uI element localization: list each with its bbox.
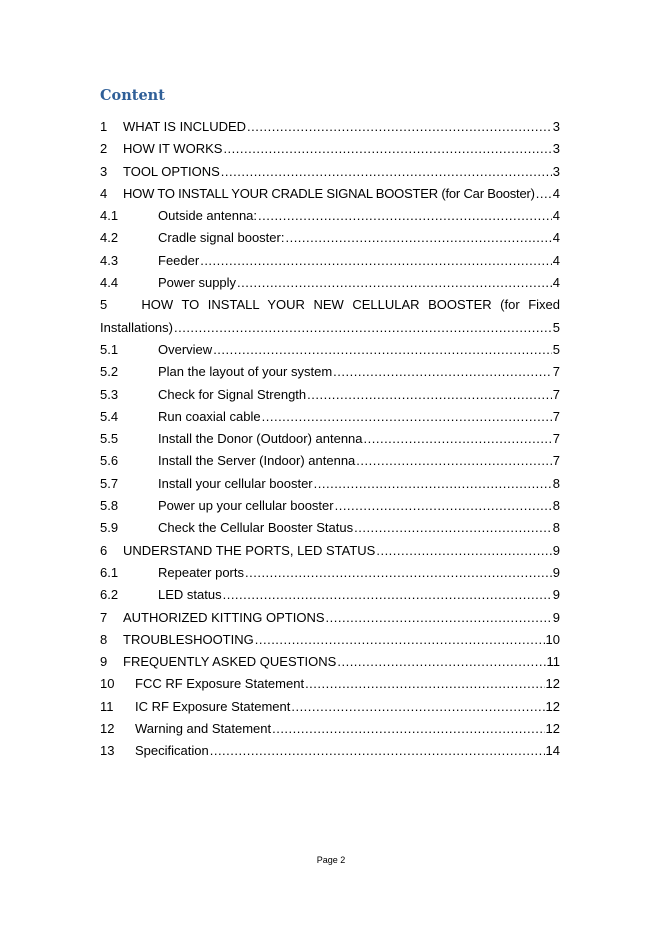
toc-entry-number: 5.1 [100, 341, 119, 357]
toc-entry[interactable] [100, 517, 560, 539]
page-footer [0, 855, 662, 865]
toc-leader-dots [262, 406, 552, 428]
toc-leader-dots [305, 673, 544, 695]
toc-entry-title: HOW TO INSTALL YOUR CRADLE SIGNAL BOOSTER (for Car Booster) [123, 185, 535, 201]
toc-entry-number: 9 [100, 654, 108, 670]
toc-entry-number: 7 [100, 609, 108, 625]
toc-entry-title: Cradle signal booster: [158, 230, 285, 246]
toc-leader-dots [335, 495, 552, 517]
toc-entry-title: Power supply [158, 275, 237, 291]
toc-entry-page: 4 [552, 208, 560, 224]
toc-entry-title: LED status [158, 587, 222, 603]
toc-entry-page: 10 [545, 631, 560, 647]
toc-entry-page: 3 [552, 163, 560, 179]
toc-entry-page: 4 [552, 252, 560, 268]
toc-entry-page: 9 [552, 587, 560, 603]
toc-entry-number: 5.9 [100, 520, 119, 536]
toc-entry[interactable] [100, 651, 560, 673]
toc-entry[interactable] [100, 718, 560, 740]
toc-entry-number: 4.2 [100, 230, 119, 246]
toc-entry-title-line2: Installations) [100, 319, 173, 335]
toc-entry-page: 8 [552, 475, 560, 491]
toc-entry-number: 5.4 [100, 408, 119, 424]
toc-entry-title: Overview [158, 341, 213, 357]
toc-leader-dots [174, 317, 552, 339]
toc-entry-page: 12 [545, 676, 560, 692]
toc-entry-number: 5.3 [100, 386, 119, 402]
toc-entry[interactable] [100, 406, 560, 428]
toc-entry-number: 5.8 [100, 498, 119, 514]
toc-entry[interactable] [100, 161, 560, 183]
toc-leader-dots [245, 562, 552, 584]
toc-entry[interactable] [100, 205, 560, 227]
toc-entry-page: 12 [545, 721, 560, 737]
toc-entry[interactable] [100, 607, 560, 629]
toc-leader-dots [356, 450, 551, 472]
toc-entry-page: 4 [552, 230, 560, 246]
toc-entry-number: 5.2 [100, 364, 119, 380]
toc-entry-title: Power up your cellular booster [158, 498, 334, 514]
toc-entry-number: 6.2 [100, 587, 119, 603]
toc-entry-title: Warning and Statement [135, 721, 272, 737]
toc-leader-dots [333, 361, 552, 383]
toc-leader-dots [285, 227, 551, 249]
toc-entry-page: 3 [552, 119, 560, 134]
table-of-contents [100, 116, 560, 763]
toc-entry[interactable] [100, 138, 560, 160]
toc-leader-dots [291, 696, 544, 718]
toc-entry-title: Check the Cellular Booster Status [158, 520, 354, 536]
toc-entry-page: 5 [552, 341, 560, 357]
toc-entry[interactable] [100, 183, 560, 205]
toc-entry-title: Repeater ports [158, 564, 244, 580]
toc-leader-dots [272, 718, 544, 740]
toc-entry-number: 5 [100, 297, 108, 313]
toc-entry-title: FREQUENTLY ASKED QUESTIONS [123, 654, 337, 670]
toc-entry-continuation[interactable] [100, 317, 560, 339]
toc-entry-number: 1 [100, 119, 108, 134]
toc-entry-page: 12 [545, 698, 560, 714]
toc-entry-wrapped[interactable] [100, 294, 560, 316]
toc-entry-number: 3 [100, 163, 108, 179]
toc-entry-title: Outside antenna: [158, 208, 258, 224]
toc-heading: Content [100, 87, 165, 104]
toc-entry[interactable] [100, 696, 560, 718]
toc-leader-dots [536, 183, 552, 205]
toc-entry-title: Install your cellular booster [158, 475, 313, 491]
toc-entry[interactable] [100, 272, 560, 294]
toc-entry-page: 8 [552, 520, 560, 536]
toc-entry[interactable] [100, 540, 560, 562]
toc-entry[interactable] [100, 673, 560, 695]
toc-entry-page: 7 [552, 431, 560, 447]
toc-entry[interactable] [100, 227, 560, 249]
toc-entry-title: IC RF Exposure Statement [135, 698, 291, 714]
toc-leader-dots [307, 384, 552, 406]
toc-entry-page: 11 [546, 654, 560, 670]
toc-entry[interactable] [100, 473, 560, 495]
toc-entry-page: 7 [552, 386, 560, 402]
toc-entry-title: Feeder [158, 252, 200, 268]
toc-leader-dots [223, 584, 552, 606]
toc-entry-page: 9 [552, 542, 560, 558]
toc-entry[interactable] [100, 361, 560, 383]
toc-entry[interactable] [100, 339, 560, 361]
toc-entry-title: AUTHORIZED KITTING OPTIONS [123, 609, 325, 625]
page-number: Page 2 [316, 855, 346, 865]
toc-entry-page: 4 [552, 185, 560, 201]
toc-entry-title: Install the Server (Indoor) antenna [158, 453, 356, 469]
toc-entry-title: Specification [135, 743, 209, 759]
toc-leader-dots [376, 540, 551, 562]
toc-leader-dots [237, 272, 552, 294]
toc-leader-dots [210, 740, 545, 762]
toc-leader-dots [213, 339, 552, 361]
toc-entry-page: 9 [552, 609, 560, 625]
toc-entry-title: Run coaxial cable [158, 408, 261, 424]
toc-leader-dots [326, 607, 552, 629]
toc-entry-title: Plan the layout of your system [158, 364, 333, 380]
toc-entry[interactable] [100, 116, 560, 138]
toc-entry-number: 8 [100, 631, 108, 647]
toc-leader-dots [337, 651, 545, 673]
toc-leader-dots [200, 250, 552, 272]
toc-entry-number: 6 [100, 542, 108, 558]
toc-entry[interactable] [100, 450, 560, 472]
toc-entry-number: 5.5 [100, 431, 119, 447]
toc-entry[interactable] [100, 428, 560, 450]
toc-leader-dots [255, 629, 545, 651]
toc-entry[interactable] [100, 629, 560, 651]
toc-leader-dots [247, 116, 552, 138]
toc-entry[interactable] [100, 384, 560, 406]
toc-entry-page: 8 [552, 498, 560, 514]
toc-entry[interactable] [100, 562, 560, 584]
toc-leader-dots [258, 205, 552, 227]
toc-entry-number: 11 [100, 698, 114, 714]
toc-entry-number: 12 [100, 721, 115, 737]
toc-entry-number: 5.6 [100, 453, 119, 469]
toc-entry-page: 7 [552, 408, 560, 424]
toc-entry-number: 13 [100, 743, 115, 759]
toc-entry-title: TROUBLESHOOTING [123, 631, 254, 647]
toc-entry-title: WHAT IS INCLUDED [123, 119, 247, 134]
toc-entry-title: HOW IT WORKS [123, 141, 223, 157]
toc-entry-title: FCC RF Exposure Statement [135, 676, 305, 692]
toc-entry[interactable] [100, 584, 560, 606]
toc-entry-number: 6.1 [100, 564, 119, 580]
toc-leader-dots [314, 473, 552, 495]
toc-leader-dots [354, 517, 552, 539]
toc-entry-page: 3 [552, 141, 560, 157]
toc-entry-title: TOOL OPTIONS [123, 163, 220, 179]
toc-entry[interactable] [100, 495, 560, 517]
toc-leader-dots [223, 138, 551, 160]
toc-leader-dots [221, 161, 552, 183]
toc-entry-number: 2 [100, 141, 108, 157]
toc-entry-page: 7 [552, 453, 560, 469]
toc-entry-title: Install the Donor (Outdoor) antenna [158, 431, 363, 447]
toc-entry-number: 10 [100, 676, 115, 692]
toc-entry-number: 5.7 [100, 475, 119, 491]
toc-entry-title-line1 [100, 294, 560, 316]
toc-entry-page: 9 [552, 564, 560, 580]
toc-entry-page: 4 [552, 275, 560, 291]
toc-entry-page: 7 [552, 364, 560, 380]
toc-entry-number: 4.3 [100, 252, 119, 268]
toc-entry-number: 4 [100, 185, 108, 201]
toc-entry-page: 5 [552, 319, 560, 335]
toc-entry-page: 14 [545, 743, 560, 759]
toc-entry[interactable] [100, 740, 560, 762]
toc-entry[interactable] [100, 250, 560, 272]
toc-entry-title: UNDERSTAND THE PORTS, LED STATUS [123, 542, 376, 558]
toc-entry-title: Check for Signal Strength [158, 386, 307, 402]
toc-leader-dots [364, 428, 552, 450]
toc-entry-number: 4.1 [100, 208, 119, 224]
toc-entry-title-text: HOW TO INSTALL YOUR NEW CELLULAR BOOSTER (for Fixed [141, 297, 560, 313]
toc-entry-number: 4.4 [100, 275, 119, 291]
